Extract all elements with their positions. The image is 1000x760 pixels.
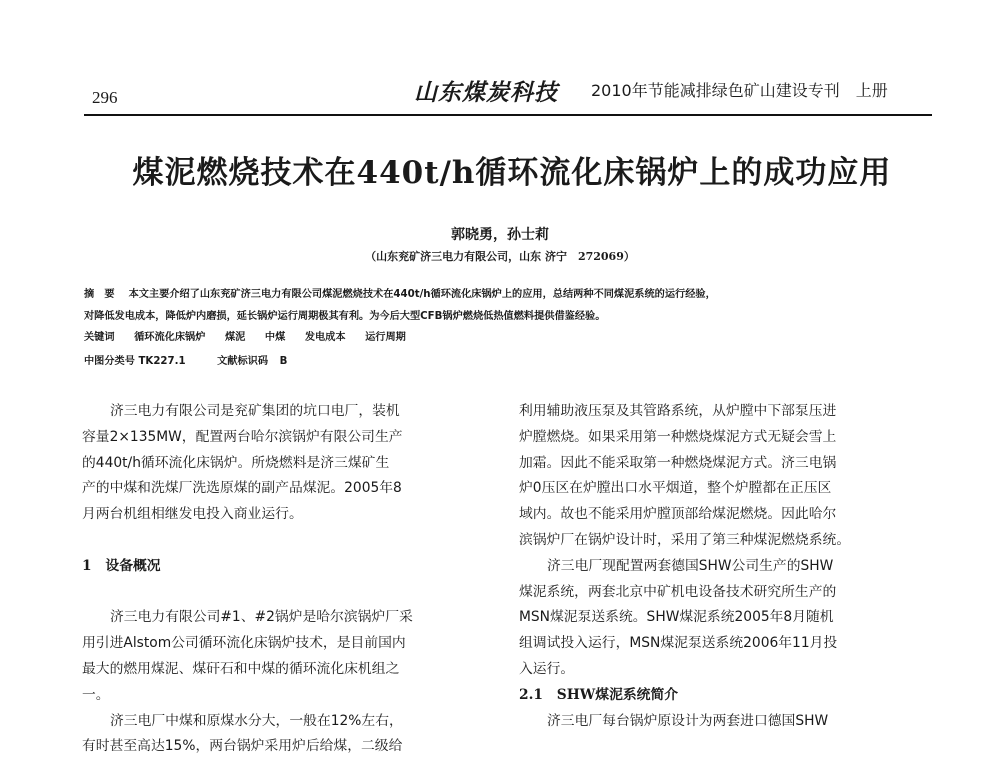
- body-line: 的440t/h循环流化床锅炉。所烧燃料是济三煤矿生: [82, 454, 390, 471]
- journal-logo: 山东煤炭科技: [414, 79, 558, 106]
- keyword: 中煤: [264, 332, 286, 343]
- body-line: [82, 580, 500, 606]
- body-line: 济三电力有限公司#1、#2锅炉是哈尔滨锅炉厂采: [110, 609, 413, 626]
- body-line: 炉0压区在炉膛出口水平烟道，整个炉膛都在正压区: [519, 480, 832, 497]
- article-title: 煤泥燃烧技术在440t/h循环流化床锅炉上的成功应用: [132, 155, 892, 191]
- keyword: 煤泥: [224, 332, 246, 343]
- abstract-line-2: 对降低发电成本，降低炉内磨损，延长锅炉运行周期极其有利。为今后大型CFB锅炉燃烧低热值燃料提供借鉴经验。: [84, 311, 606, 322]
- body-line: 域内。故也不能采用炉膛顶部给煤泥燃烧。因此哈尔: [519, 506, 837, 523]
- body-line: 炉膛燃烧。如果采用第一种燃烧煤泥方式无疑会雪上: [519, 428, 837, 445]
- body-line: 有时甚至高达15%，两台锅炉采用炉后给煤，二级给: [82, 738, 403, 755]
- body-line: 月两台机组相继发电投入商业运行。: [82, 506, 303, 523]
- right-column: [519, 399, 937, 734]
- body-line: 一。: [82, 686, 110, 703]
- body-line: 最大的燃用煤泥、煤矸石和中煤的循环流化床机组之: [82, 660, 400, 677]
- section-heading: 1 设备概况: [82, 557, 161, 574]
- abstract-text-1: 本文主要介绍了山东兖矿济三电力有限公司煤泥燃烧技术在440t/h循环流化床锅炉上的应用，总结两种不同煤泥系统的运行经验，: [128, 289, 716, 300]
- page-number: 296: [92, 88, 118, 107]
- body-line: 容量2×135MW，配置两台哈尔滨锅炉有限公司生产: [82, 428, 403, 445]
- body-line: 组调试投入运行，MSN煤泥泵送系统2006年11月投: [519, 635, 838, 652]
- clc-label: 中图分类号: [84, 356, 135, 367]
- body-line: 济三电厂现配置两套德国SHW公司生产的SHW: [547, 557, 834, 574]
- body-line: 入运行。: [519, 660, 575, 677]
- body-line: 滨锅炉厂在锅炉设计时，采用了第三种煤泥燃烧系统。: [519, 531, 851, 548]
- body-line: 济三电厂每台锅炉原设计为两套进口德国SHW: [547, 712, 829, 729]
- body-line: MSN煤泥泵送系统。SHW煤泥系统2005年8月随机: [519, 609, 834, 626]
- body-line: 加霜。因此不能采取第一种燃烧煤泥方式。济三电锅: [519, 454, 837, 471]
- keywords: [84, 328, 422, 343]
- authors: 郭晓勇，孙士莉: [451, 227, 549, 243]
- body-line: 煤泥系统，两套北京中矿机电设备技术研究所生产的: [519, 583, 837, 600]
- abstract-label: 摘 要: [84, 289, 115, 300]
- clc-value: TK227.1: [138, 356, 186, 367]
- keyword: 运行周期: [365, 332, 406, 343]
- keywords-label: 关键词: [84, 332, 115, 343]
- affiliation: （山东兖矿济三电力有限公司，山东 济宁 272069）: [365, 250, 635, 263]
- keyword: 发电成本: [304, 332, 346, 343]
- body-line: 用引进Alstom公司循环流化床锅炉技术，是目前国内: [82, 635, 406, 652]
- doc-code-value: B: [279, 356, 288, 367]
- body-line: 济三电力有限公司是兖矿集团的坑口电厂，装机: [110, 403, 400, 419]
- header-rule: [84, 114, 932, 116]
- classification: [84, 352, 287, 367]
- issue-title: 2010年节能减排绿色矿山建设专刊 上册: [591, 81, 888, 100]
- section-heading: 2.1 SHW煤泥系统简介: [519, 686, 679, 703]
- keyword: 循环流化床锅炉: [134, 332, 206, 343]
- doc-code-label: 文献标识码: [217, 356, 269, 367]
- body-line: 产的中煤和洗煤厂洗选原煤的副产品煤泥。2005年8: [82, 480, 402, 497]
- body-line: 利用辅助液压泵及其管路系统，从炉膛中下部泵压进: [519, 403, 837, 419]
- body-line: 济三电厂中煤和原煤水分大，一般在12%左右，: [110, 712, 403, 729]
- abstract-line-1: [84, 285, 716, 300]
- body-line: [82, 528, 500, 554]
- left-column: [82, 399, 500, 760]
